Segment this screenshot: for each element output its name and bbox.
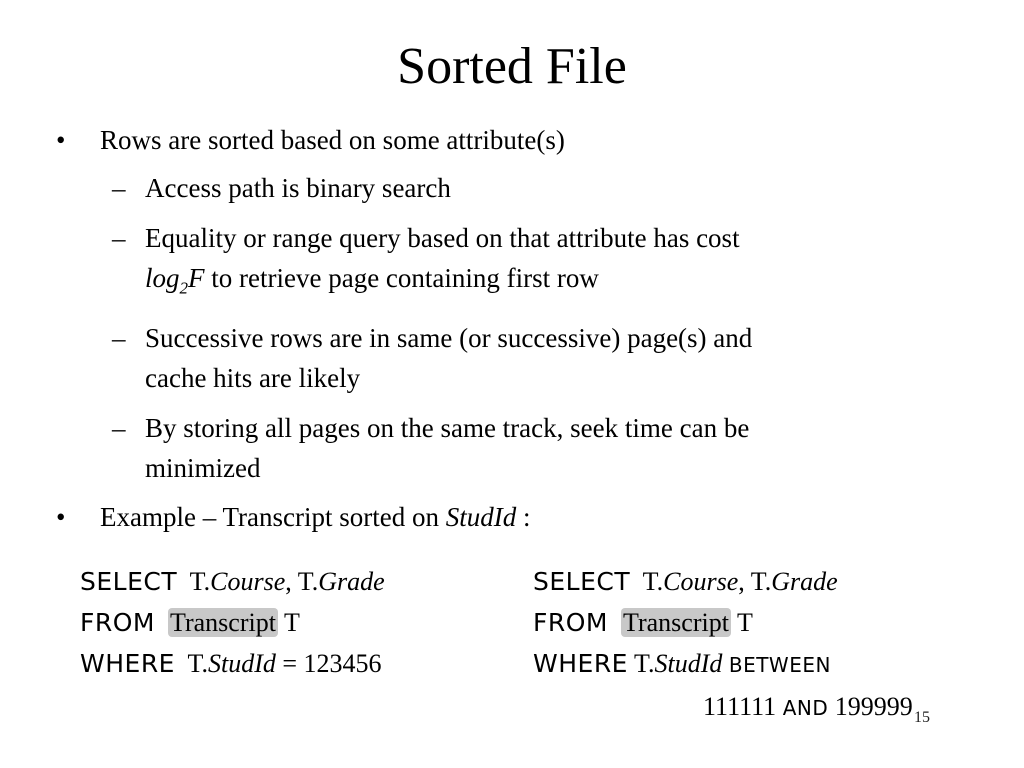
- page-number: 15: [914, 709, 930, 726]
- dash-icon: –: [112, 223, 126, 253]
- equality-condition: = 123456: [275, 649, 382, 678]
- file-pages-term: F: [188, 263, 205, 293]
- alias-prefix: T.: [634, 649, 655, 678]
- where-line: [533, 643, 993, 686]
- bullet-rows-sorted: [56, 120, 956, 160]
- bullet-text: Example – Transcript sorted on: [100, 502, 446, 533]
- and-keyword: AND: [782, 696, 829, 720]
- dash-icon: –: [112, 323, 126, 354]
- bullet-dot-icon: •: [56, 125, 66, 155]
- subbullet-text: Access path is binary search: [145, 173, 451, 203]
- select-line: [80, 561, 385, 602]
- studid-column: StudId: [654, 649, 723, 678]
- subbullet-text-line1: Equality or range query based on that attribute has cost: [145, 223, 740, 253]
- log-term: log: [145, 263, 180, 293]
- select-keyword: SELECT: [80, 567, 178, 596]
- dash-icon: –: [112, 173, 126, 203]
- subbullet-text-line2: cache hits are likely: [145, 363, 361, 394]
- subbullet-text-line2: minimized: [145, 453, 261, 484]
- where-keyword: WHERE: [533, 649, 628, 678]
- subbullet-text-rest: to retrieve page containing first row: [204, 263, 599, 293]
- query-range: [533, 561, 993, 729]
- between-keyword: BETWEEN: [728, 653, 831, 677]
- studid-column: StudId: [207, 649, 276, 678]
- subbullet-text-line1: Successive rows are in same (or successive) page(s) and: [145, 323, 753, 354]
- range-low: 111111: [703, 692, 777, 721]
- from-keyword: FROM: [533, 608, 608, 637]
- where-keyword: WHERE: [80, 649, 175, 678]
- grade-column: Grade: [771, 567, 838, 596]
- alias-prefix: T.: [189, 567, 211, 596]
- course-column: Course: [210, 567, 286, 596]
- subbullet-same-track: [56, 408, 956, 488]
- subbullet-text-line2: [145, 258, 956, 308]
- log-base: 2: [179, 278, 189, 298]
- comma-alias: , T.: [738, 567, 772, 596]
- bullet-tail: :: [516, 502, 531, 533]
- table-alias: T: [277, 608, 300, 637]
- bullet-list: [56, 118, 956, 537]
- where-line: [80, 643, 385, 684]
- select-line: [533, 561, 993, 602]
- grade-column: Grade: [318, 567, 385, 596]
- bullet-dot-icon: •: [56, 502, 66, 533]
- subbullet-access-path: [56, 168, 956, 208]
- from-keyword: FROM: [80, 608, 155, 637]
- slide-title: Sorted File: [397, 38, 627, 95]
- subbullet-equality-query: [56, 218, 956, 308]
- from-line: [533, 602, 993, 643]
- query-equality: [80, 561, 385, 684]
- select-keyword: SELECT: [533, 567, 631, 596]
- table-name-highlight: Transcript: [170, 608, 276, 637]
- comma-alias: , T.: [285, 567, 319, 596]
- bullet-example: [56, 497, 956, 537]
- dash-icon: –: [112, 413, 126, 444]
- alias-prefix: T.: [187, 649, 208, 678]
- alias-prefix: T.: [642, 567, 664, 596]
- range-high: 199999: [834, 692, 913, 721]
- course-column: Course: [663, 567, 739, 596]
- table-name-highlight: Transcript: [623, 608, 729, 637]
- studid-term: StudId: [445, 502, 517, 533]
- bullet-text: Rows are sorted based on some attribute(s): [100, 125, 565, 155]
- from-line: [80, 602, 385, 643]
- subbullet-text-line1: By storing all pages on the same track, seek time can be: [145, 413, 750, 444]
- subbullet-successive-rows: [56, 318, 956, 398]
- table-alias: T: [730, 608, 753, 637]
